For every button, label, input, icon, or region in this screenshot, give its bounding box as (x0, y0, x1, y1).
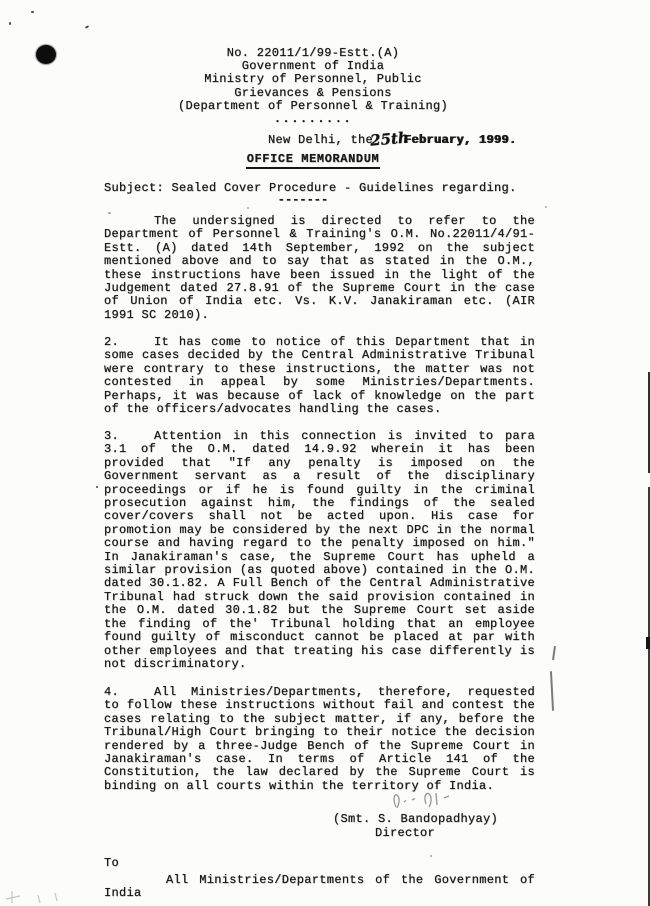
paragraph-text: It has come to notice of this Department that in some cases decided by the Central Administrative Tribunal were contrary to these instructions, the matter was not contested in appeal by some Ministries/Departments. Perhaps, it was because of lack of knowledge on the part of the officers/advocates handling the cases. (104, 335, 535, 417)
subject-line: Subject: Sealed Cover Procedure - Guidelines regarding. (104, 181, 517, 195)
paragraph-text: Attention in this connection is invited to para 3.1 of the O.M. dated 14.9.92 wherein it has been provided that "If any penalty is imposed on the Government servant as a result of the disciplinary proceedings or if he is found guilty in the criminal prosecution against him, the findings of the sealed cover/covers shall not be acted upon. His case for promotion may be considered by the next DPC in the normal course and having regard to the penalty imposed on him." In Janakiraman's case, the Supreme Court has upheld a similar provision (as quoted above) contained in the O.M. dated 30.1.82. A Full Bench of the Central Administrative Tribunal had struck down the said provision contained in the O.M. dated 30.1.82 but the Supreme Court set aside the finding of the' Tribunal holding that an employee found guilty of misconduct cannot be placed at par with other employees and that treating his case differently is not discriminatory. (104, 429, 535, 671)
typed-month-year: February, 1999. (403, 133, 517, 147)
paragraph-number: 4. (104, 685, 120, 699)
hole-punch-mark (36, 45, 56, 64)
reference-number: No. 22011/1/99-Estt.(A) (226, 46, 400, 60)
addressee-salutation: To (104, 856, 120, 870)
paragraph-number: 2. (104, 335, 120, 349)
body-paragraph-3 (104, 430, 535, 671)
body-paragraph-1 (104, 215, 535, 322)
handwritten-date: 25th (369, 128, 410, 150)
noise-speck (96, 486, 98, 488)
noise-speck (108, 212, 111, 214)
signatory-designation: Director (375, 826, 436, 840)
paragraph-text: All Ministries/Departments, therefore, requested to follow these instructions without fail and contest the cases relating to the subject matter, if any, before the Tribunal/High Court bringing to their notice the decision rendered by a three-Judge Bench of the Supreme Court in Janakiraman's case. In terms of Article 141 of the Constitution, the law declared by the Supreme Court is binding on all courts within the territory of India. (104, 685, 535, 793)
signatory-name: (Smt. S. Bandopadhyay) (333, 812, 499, 826)
place-date-line (268, 128, 517, 150)
noise-speck (545, 206, 547, 208)
scan-edge-artifact (646, 637, 650, 649)
separator-dots: ......... (273, 112, 353, 126)
subject-underline-dashes: ------- (277, 193, 329, 207)
document-title: OFFICE MEMORANDUM (98, 152, 528, 169)
body-paragraph-4 (104, 686, 535, 793)
margin-stray-mark (550, 671, 554, 711)
org-line: Ministry of Personnel, Public (204, 72, 422, 87)
addressee-line: All Ministries/Departments of the Government of India (104, 873, 535, 901)
noise-speck (85, 25, 89, 29)
paragraph-number: 3. (104, 429, 120, 443)
noise-speck (9, 22, 11, 25)
org-line: Grievances & Pensions (234, 85, 392, 100)
noise-speck (247, 207, 249, 209)
noise-speck (31, 11, 34, 13)
signature-scribble (388, 789, 468, 811)
org-line: (Department of Personnel & Training) (177, 98, 449, 113)
date-prefix: New Delhi, the (268, 133, 374, 147)
noise-speck (430, 855, 432, 857)
letterhead (98, 47, 528, 113)
paragraph-text: The undersigned is directed to refer to the Department of Personnel & Training's O.M. No.22011/4/91-Estt. (A) dated 14th September, 1992 on the subject mentioned above and to say that as stated in the O.M., these instructions have been issued in the light of the Judgement dated 27.8.91 of the Supreme Court in the case of Union of India etc. Vs. K.V. Janakiraman etc. (AIR 1991 SC 2010). (104, 214, 535, 322)
margin-stray-mark (552, 646, 555, 660)
org-line: Government of India (241, 59, 385, 74)
body-paragraph-2 (104, 336, 535, 416)
pencil-marks (0, 886, 90, 906)
